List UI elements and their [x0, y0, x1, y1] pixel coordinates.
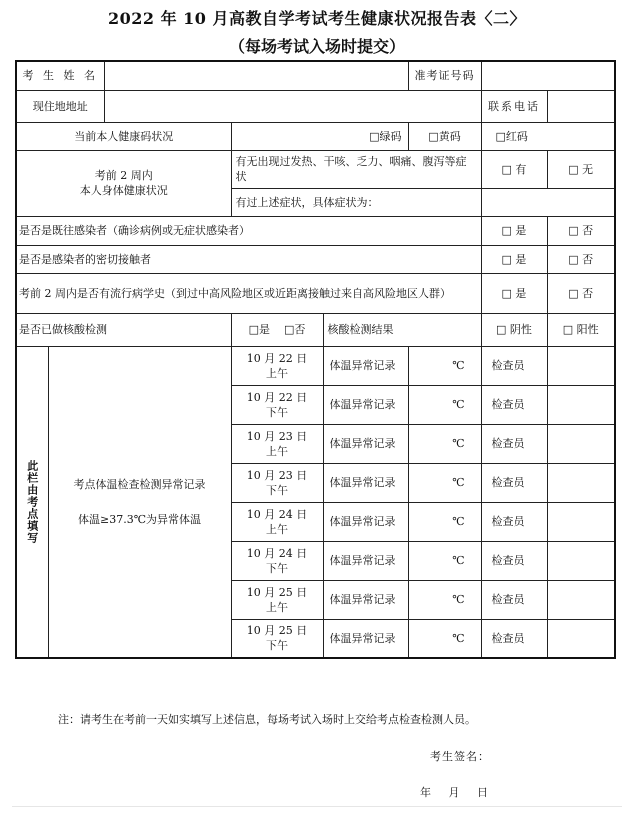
record-unit[interactable]: ℃ — [408, 619, 481, 658]
infected-yes-checkbox[interactable]: □ 是 — [481, 216, 547, 245]
yellow-code-checkbox[interactable]: □黄码 — [408, 122, 481, 150]
inspector-field[interactable] — [547, 541, 615, 580]
record-unit[interactable]: ℃ — [408, 385, 481, 424]
record-date: 10 月 22 日 上午 — [231, 346, 323, 385]
ticket-label: 准考证号码 — [408, 61, 481, 90]
test-question: 是否已做核酸检测 — [16, 313, 231, 346]
health-code-label: 当前本人健康码状况 — [16, 122, 231, 150]
green-code-checkbox[interactable]: □绿码 — [231, 122, 408, 150]
test-yes-checkbox[interactable]: □是 — [248, 323, 270, 336]
record-unit[interactable]: ℃ — [408, 424, 481, 463]
positive-checkbox[interactable]: □ 阳性 — [547, 313, 615, 346]
inspector-label: 检查员 — [481, 424, 547, 463]
name-label: 考 生 姓 名 — [16, 61, 104, 90]
inspector-field[interactable] — [547, 580, 615, 619]
record-unit[interactable]: ℃ — [408, 541, 481, 580]
inspector-label: 检查员 — [481, 619, 547, 658]
inspector-label: 检查员 — [481, 385, 547, 424]
inspector-label: 检查员 — [481, 541, 547, 580]
record-unit[interactable]: ℃ — [408, 502, 481, 541]
record-date: 10 月 23 日 下午 — [231, 463, 323, 502]
infected-no-checkbox[interactable]: □ 否 — [547, 216, 615, 245]
record-date: 10 月 22 日 下午 — [231, 385, 323, 424]
record-date: 10 月 25 日 下午 — [231, 619, 323, 658]
record-label: 体温异常记录 — [323, 346, 408, 385]
record-unit[interactable]: ℃ — [408, 580, 481, 619]
history-no-checkbox[interactable]: □ 否 — [547, 273, 615, 313]
inspector-field[interactable] — [547, 502, 615, 541]
body-status-label-line2: 本人身体健康状况 — [79, 184, 168, 197]
negative-checkbox[interactable]: □ 阴性 — [481, 313, 547, 346]
symptom-detail-field[interactable] — [481, 188, 615, 216]
record-row — [16, 346, 615, 385]
date-label: 年 月 日 — [420, 786, 488, 799]
contact-yes-checkbox[interactable]: □ 是 — [481, 245, 547, 273]
inspector-field[interactable] — [547, 619, 615, 658]
checkpoint-description — [48, 346, 231, 658]
test-result-label: 核酸检测结果 — [323, 313, 481, 346]
body-status-label-line1: 考前 2 周内 — [94, 169, 153, 182]
record-label: 体温异常记录 — [323, 385, 408, 424]
infected-question: 是否是既往感染者（确诊病例或无症状感染者） — [16, 216, 481, 245]
contact-question: 是否是感染者的密切接触者 — [16, 245, 481, 273]
health-report-table — [15, 60, 616, 659]
inspector-field[interactable] — [547, 424, 615, 463]
symptom-yes-checkbox[interactable]: □ 有 — [481, 150, 547, 188]
record-unit[interactable]: ℃ — [408, 463, 481, 502]
record-label: 体温异常记录 — [323, 424, 408, 463]
page-bottom-divider — [12, 806, 622, 807]
symptom-question: 有无出现过发热、干咳、乏力、咽痛、腹泻等症状 — [231, 150, 481, 188]
name-field[interactable] — [104, 61, 408, 90]
record-label: 体温异常记录 — [323, 541, 408, 580]
record-unit[interactable]: ℃ — [408, 346, 481, 385]
record-label: 体温异常记录 — [323, 502, 408, 541]
form-title: 2022 年 10 月高教自学考试考生健康状况报告表〈二〉 — [107, 9, 526, 28]
phone-label: 联系电话 — [481, 90, 547, 122]
record-date: 10 月 23 日 上午 — [231, 424, 323, 463]
record-label: 体温异常记录 — [323, 619, 408, 658]
inspector-field[interactable] — [547, 463, 615, 502]
contact-no-checkbox[interactable]: □ 否 — [547, 245, 615, 273]
red-code-checkbox[interactable]: □红码 — [481, 122, 615, 150]
address-field[interactable] — [104, 90, 481, 122]
form-subtitle: （每场考试入场时提交） — [228, 37, 405, 56]
body-status-label — [16, 150, 231, 216]
record-date: 10 月 24 日 下午 — [231, 541, 323, 580]
signature-label: 考生签名： — [430, 750, 490, 763]
checkpoint-desc-line2: 体温≥37.3℃为异常体温 — [77, 512, 201, 526]
record-label: 体温异常记录 — [323, 463, 408, 502]
address-label: 现住地地址 — [16, 90, 104, 122]
inspector-field[interactable] — [547, 346, 615, 385]
ticket-field[interactable] — [481, 61, 615, 90]
checkpoint-desc-line1: 考点体温检查检测异常记录 — [73, 477, 206, 491]
inspector-label: 检查员 — [481, 580, 547, 619]
inspector-label: 检查员 — [481, 346, 547, 385]
checkpoint-side-label: 此栏由考点填写 — [25, 459, 39, 544]
test-options — [231, 313, 323, 346]
inspector-label: 检查员 — [481, 463, 547, 502]
record-label: 体温异常记录 — [323, 580, 408, 619]
symptom-no-checkbox[interactable]: □ 无 — [547, 150, 615, 188]
symptom-detail-label: 有过上述症状，具体症状为： — [231, 188, 481, 216]
history-yes-checkbox[interactable]: □ 是 — [481, 273, 547, 313]
test-no-checkbox[interactable]: □否 — [284, 323, 306, 336]
inspector-label: 检查员 — [481, 502, 547, 541]
footer-note: 注：请考生在考前一天如实填写上述信息，每场考试入场时上交给考点检查检测人员。 — [58, 713, 476, 726]
history-question: 考前 2 周内是否有流行病学史（到过中高风险地区或近距离接触过来自高风险地区人群） — [16, 273, 481, 313]
record-date: 10 月 24 日 上午 — [231, 502, 323, 541]
phone-field[interactable] — [547, 90, 615, 122]
record-date: 10 月 25 日 上午 — [231, 580, 323, 619]
checkpoint-side-label-cell — [16, 346, 48, 658]
inspector-field[interactable] — [547, 385, 615, 424]
